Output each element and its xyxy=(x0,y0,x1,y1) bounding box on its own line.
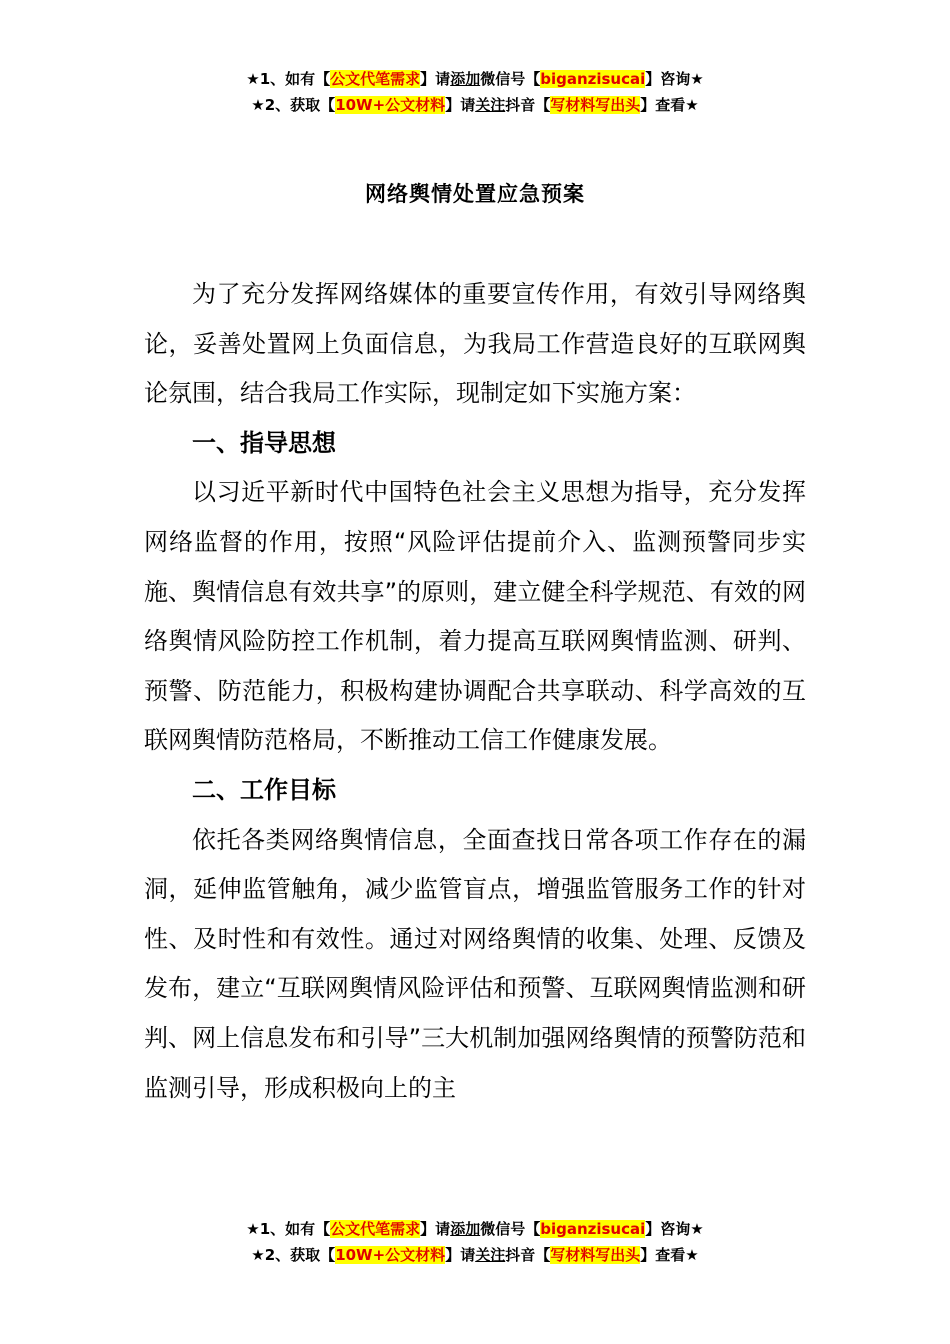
header-banner xyxy=(0,66,950,118)
section-heading-work-goals: 二、工作目标 xyxy=(192,775,336,804)
document-title: 网络舆情处置应急预案 xyxy=(365,182,585,206)
banner-line-2 xyxy=(0,92,950,118)
banner-text: 抖音【 xyxy=(505,96,551,114)
banner-text: 】请 xyxy=(420,1220,451,1238)
banner-line-2 xyxy=(0,1242,950,1268)
banner-text: 微信号【 xyxy=(480,70,541,88)
underlined-text: 添加 xyxy=(450,1220,481,1238)
underlined-text: 关注 xyxy=(475,1246,506,1264)
banner-text: 】请 xyxy=(445,1246,476,1264)
footer-banner xyxy=(0,1216,950,1268)
banner-text: 】查看★ xyxy=(640,1246,699,1264)
highlight-materials: 10W+公文材料 xyxy=(335,1246,446,1264)
underlined-text: 添加 xyxy=(450,70,481,88)
highlight-materials: 10W+公文材料 xyxy=(335,96,446,114)
banner-text: 】请 xyxy=(445,96,476,114)
document-body xyxy=(144,270,806,1113)
banner-text: ★1、如有【 xyxy=(246,70,331,88)
highlight-wechat-id: biganzisucai xyxy=(540,70,646,88)
banner-line-1 xyxy=(0,1216,950,1242)
highlight-douyin-account: 写材料写出头 xyxy=(550,1246,641,1264)
highlight-service: 公文代笔需求 xyxy=(330,1220,421,1238)
banner-text: 】查看★ xyxy=(640,96,699,114)
banner-text: 】请 xyxy=(420,70,451,88)
banner-text: 】咨询★ xyxy=(645,1220,704,1238)
highlight-service: 公文代笔需求 xyxy=(330,70,421,88)
banner-text: 微信号【 xyxy=(480,1220,541,1238)
banner-line-1 xyxy=(0,66,950,92)
underlined-text: 关注 xyxy=(475,96,506,114)
banner-text: ★1、如有【 xyxy=(246,1220,331,1238)
section-heading-guiding-ideology: 一、指导思想 xyxy=(192,428,336,457)
banner-text: ★2、获取【 xyxy=(251,1246,336,1264)
section-paragraph-guiding-ideology: 以习近平新时代中国特色社会主义思想为指导，充分发挥网络监督的作用，按照“风险评估提前介入、监测预警同步实施、舆情信息有效共享”的原则，建立健全科学规范、有效的网络舆情风险防控工作机制，着力提高互联网舆情监测、研判、预警、防范能力，积极构建协调配合共享联动、科学高效的互联网舆情防范格局，不断推动工信工作健康发展。 xyxy=(144,478,806,755)
intro-paragraph: 为了充分发挥网络媒体的重要宣传作用，有效引导网络舆论，妥善处置网上负面信息，为我局工作营造良好的互联网舆论氛围，结合我局工作实际，现制定如下实施方案： xyxy=(144,280,806,408)
banner-text: ★2、获取【 xyxy=(251,96,336,114)
banner-text: 】咨询★ xyxy=(645,70,704,88)
section-paragraph-work-goals: 依托各类网络舆情信息，全面查找日常各项工作存在的漏洞，延伸监管触角，减少监管盲点，增强监管服务工作的针对性、及时性和有效性。通过对网络舆情的收集、处理、反馈及发布，建立“互联网舆情风险评估和预警、互联网舆情监测和研判、网上信息发布和引导”三大机制加强网络舆情的预警防范和监测引导，形成积极向上的主 xyxy=(144,825,806,1102)
highlight-wechat-id: biganzisucai xyxy=(540,1220,646,1238)
banner-text: 抖音【 xyxy=(505,1246,551,1264)
highlight-douyin-account: 写材料写出头 xyxy=(550,96,641,114)
